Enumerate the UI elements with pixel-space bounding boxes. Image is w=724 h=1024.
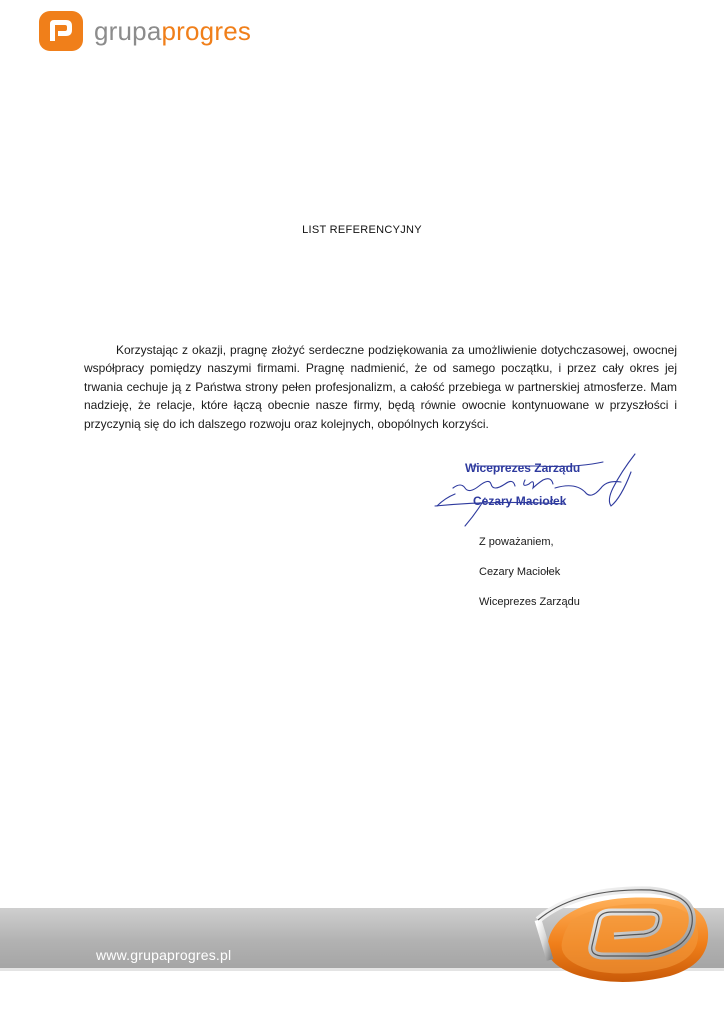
logo-text-progres: progres bbox=[161, 16, 252, 46]
stamp-role: Wiceprezes Zarządu bbox=[465, 461, 581, 475]
footer-website-link[interactable]: www.grupaprogres.pl bbox=[96, 947, 232, 963]
logo-wordmark bbox=[94, 16, 251, 47]
closing-greeting: Z poważaniem, bbox=[479, 536, 554, 548]
progres-p-3d-logo-icon bbox=[520, 880, 720, 992]
letter-body: Korzystając z okazji, pragnę złożyć serdeczne podziękowania za umożliwienie dotychczasowej, owocnej współpracy pomiędzy naszymi firmami. Pragnę nadmienić, że od samego początku, i przez cały okres jej trwania cechuje ją z Państwa strony pełen profesjonalizm, a całość przebiega w partnerskiej atmosferze. Mam nadzieję, że relacje, które łączą obecnie nasze firmy, będą równie owocnie kontynuowane w przyszłości i przyczynią się do ich dalszego rozwoju oraz kolejnych, obopólnych korzyści. bbox=[84, 343, 677, 431]
stamp-name: Cezary Maciołek bbox=[473, 494, 567, 508]
closing-name: Cezary Maciołek bbox=[479, 566, 561, 578]
company-logo bbox=[38, 10, 268, 54]
document-title: LIST REFERENCYJNY bbox=[302, 224, 422, 236]
progres-p-logo-icon bbox=[38, 10, 84, 52]
closing-role: Wiceprezes Zarządu bbox=[479, 596, 580, 608]
signature-stamp bbox=[425, 448, 665, 538]
logo-text-grupa: grupa bbox=[94, 16, 162, 46]
